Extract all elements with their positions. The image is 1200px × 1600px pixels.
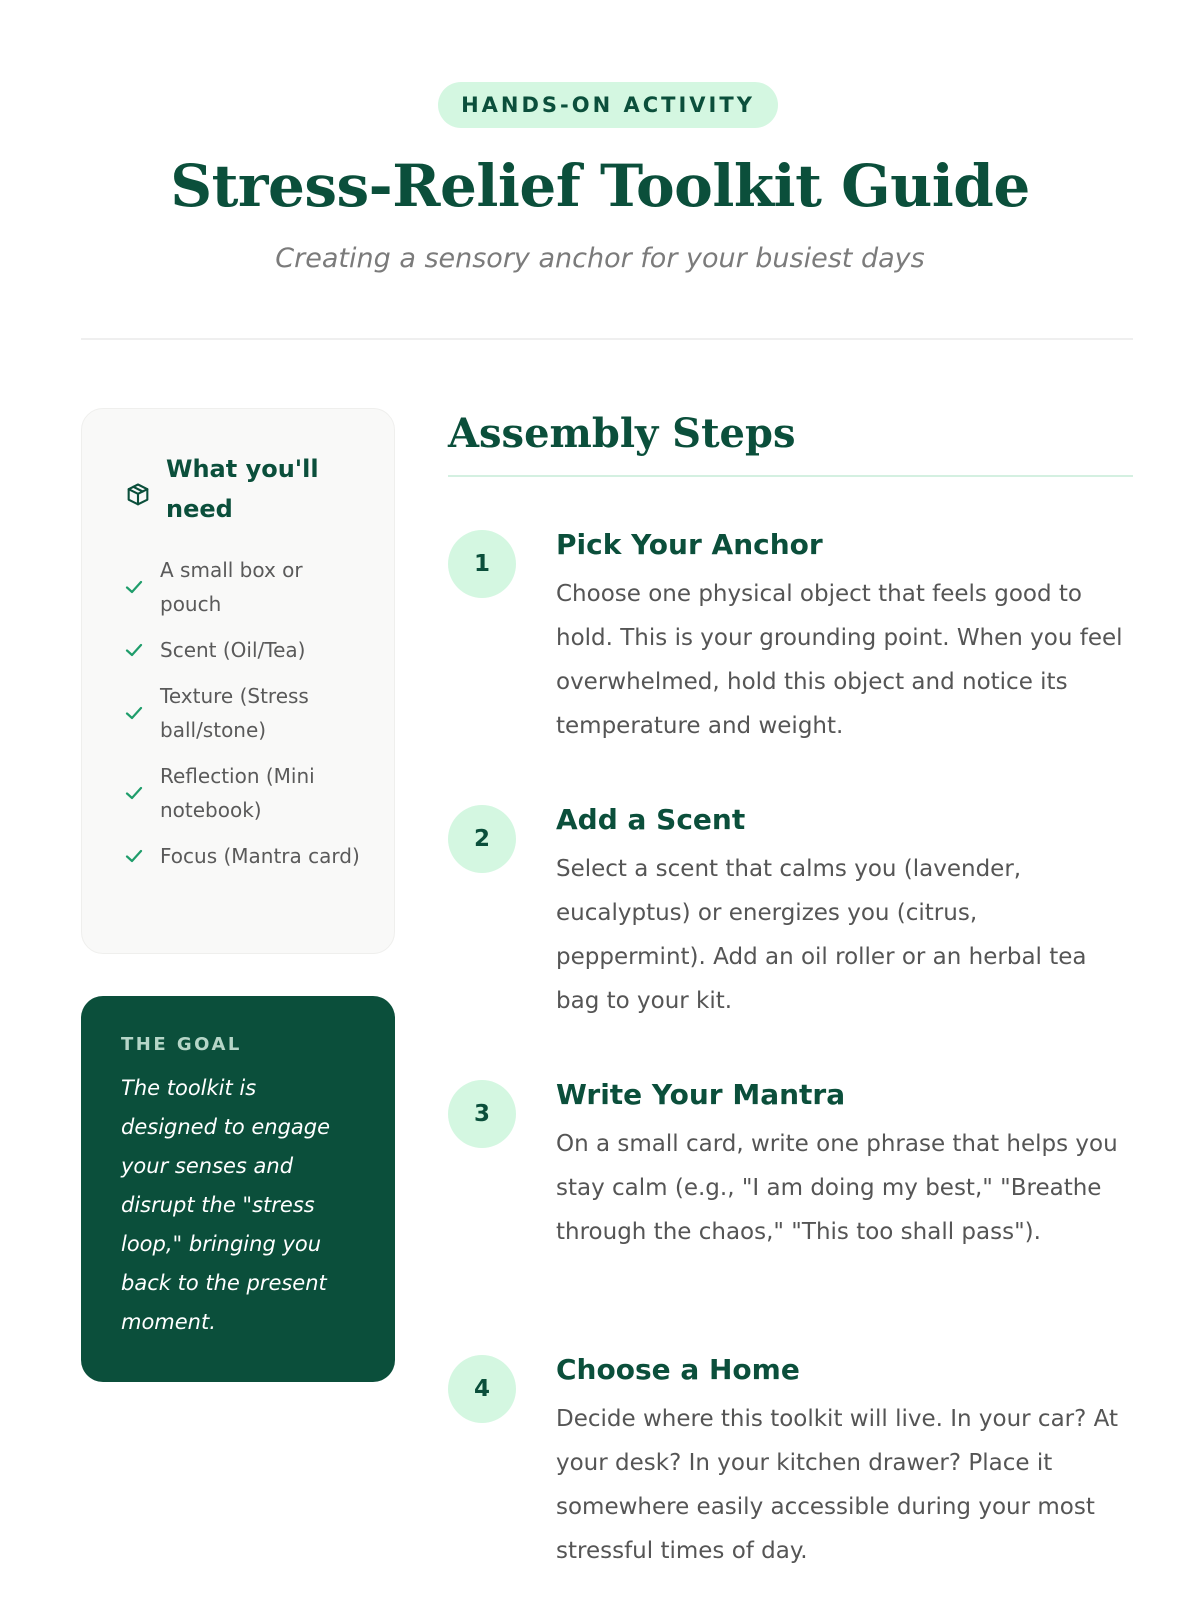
step-number: 2: [448, 805, 516, 873]
check-icon: [124, 577, 144, 597]
goal-card: [81, 996, 395, 1382]
steps-title: Assembly Steps: [448, 410, 796, 457]
steps-divider: [448, 475, 1133, 477]
goal-label: THE GOAL: [121, 1034, 242, 1055]
step-number: 4: [448, 1355, 516, 1423]
header-divider: [81, 338, 1133, 340]
activity-badge: HANDS-ON ACTIVITY: [438, 82, 778, 128]
check-icon: [124, 640, 144, 660]
list-item: [124, 839, 364, 873]
list-item: [124, 759, 364, 827]
step-title: Pick Your Anchor: [556, 528, 823, 561]
list-item: [124, 633, 364, 667]
step-body: On a small card, write one phrase that helps you stay calm (e.g., "I am doing my best," "Breathe through the chaos," "This too shall pass").: [556, 1131, 1118, 1245]
needs-item-label: Texture (Stress ball/stone): [160, 684, 309, 742]
goal-text: The toolkit is designed to engage your senses and disrupt the "stress loop," bringing you back to the present moment.: [121, 1076, 331, 1334]
step-body: Select a scent that calms you (lavender, eucalyptus) or energizes you (citrus, peppermint). Add an oil roller or an herbal tea bag to your kit.: [556, 856, 1087, 1014]
check-icon: [124, 703, 144, 723]
needs-list: [124, 553, 364, 885]
step-title: Add a Scent: [556, 803, 746, 836]
step-title: Choose a Home: [556, 1353, 800, 1386]
step-body: Choose one physical object that feels good to hold. This is your grounding point. When you feel overwhelmed, hold this object and notice its temperature and weight.: [556, 581, 1123, 739]
check-icon: [124, 783, 144, 803]
list-item: [124, 553, 364, 621]
step-number: 3: [448, 1080, 516, 1148]
needs-item-label: Focus (Mantra card): [160, 844, 360, 868]
step-title: Write Your Mantra: [556, 1078, 846, 1111]
needs-item-label: Scent (Oil/Tea): [160, 638, 306, 662]
needs-item-label: A small box or pouch: [160, 558, 303, 616]
list-item: [124, 679, 364, 747]
step-number: 1: [448, 530, 516, 598]
needs-card: [81, 408, 395, 954]
needs-title: What you'll need: [166, 455, 319, 523]
check-icon: [124, 846, 144, 866]
step-body: Decide where this toolkit will live. In your car? At your desk? In your kitchen drawer? Place it somewhere easily accessible during your most stressful times of day.: [556, 1406, 1118, 1564]
box-icon: [124, 481, 152, 509]
needs-item-label: Reflection (Mini notebook): [160, 764, 315, 822]
page-subtitle: Creating a sensory anchor for your busiest days: [275, 243, 925, 274]
page-title: Stress-Relief Toolkit Guide: [170, 152, 1030, 220]
